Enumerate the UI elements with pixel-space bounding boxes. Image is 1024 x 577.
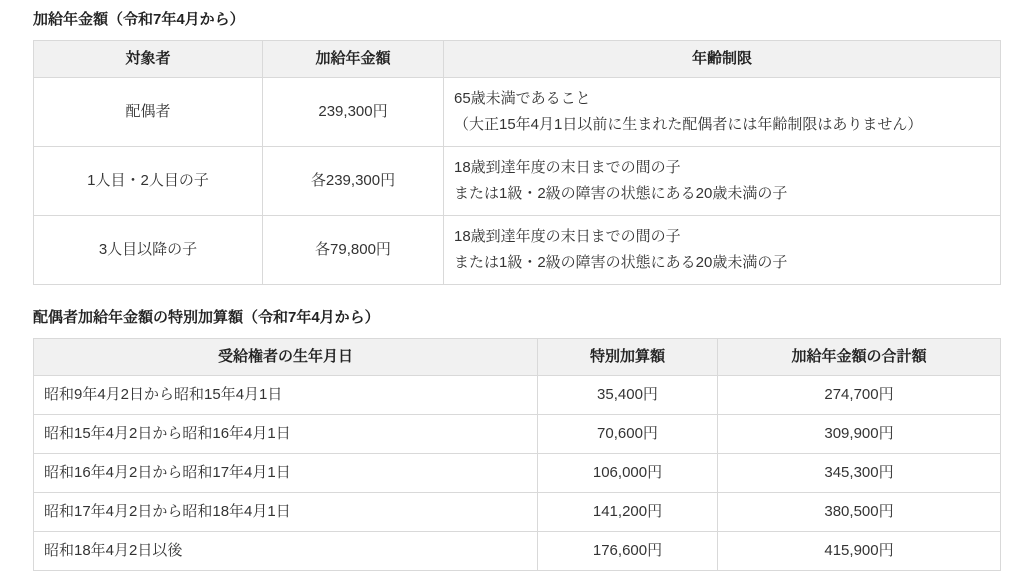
table-row — [34, 147, 1001, 216]
cell-target: 3人目以降の子 — [34, 216, 263, 285]
age-limit-line-2: または1級・2級の障害の状態にある20歳未満の子 — [454, 254, 788, 271]
cell-special-addition: 106,000円 — [538, 454, 718, 493]
cell-special-addition: 176,600円 — [538, 532, 718, 571]
table-row — [34, 454, 1001, 493]
table-row — [34, 493, 1001, 532]
table-row — [34, 376, 1001, 415]
cell-total: 309,900円 — [718, 415, 1001, 454]
column-header-target: 対象者 — [34, 41, 263, 78]
column-header-birthdate: 受給権者の生年月日 — [34, 339, 538, 376]
cell-amount: 各239,300円 — [263, 147, 444, 216]
age-limit-line-1: 18歳到達年度の末日までの間の子 — [454, 159, 681, 176]
cell-total: 274,700円 — [718, 376, 1001, 415]
cell-target: 配偶者 — [34, 78, 263, 147]
special-addition-title: 配偶者加給年金額の特別加算額（令和7年4月から） — [33, 309, 380, 326]
column-header-amount: 加給年金額 — [263, 41, 444, 78]
cell-age-limit — [444, 216, 1001, 285]
table-row — [34, 415, 1001, 454]
age-limit-line-2: または1級・2級の障害の状態にある20歳未満の子 — [454, 185, 788, 202]
cell-age-limit — [444, 78, 1001, 147]
cell-birthdate: 昭和9年4月2日から昭和15年4月1日 — [34, 376, 538, 415]
cell-total: 380,500円 — [718, 493, 1001, 532]
cell-amount: 各79,800円 — [263, 216, 444, 285]
additional-pension-table — [33, 40, 1001, 285]
age-limit-line-1: 18歳到達年度の末日までの間の子 — [454, 228, 681, 245]
table-row — [34, 532, 1001, 571]
cell-special-addition: 35,400円 — [538, 376, 718, 415]
additional-pension-title: 加給年金額（令和7年4月から） — [33, 11, 245, 28]
table-header-row — [34, 41, 1001, 78]
table-row — [34, 216, 1001, 285]
age-limit-line-1: 65歳未満であること — [454, 90, 591, 107]
cell-birthdate: 昭和15年4月2日から昭和16年4月1日 — [34, 415, 538, 454]
table-row — [34, 78, 1001, 147]
cell-birthdate: 昭和18年4月2日以後 — [34, 532, 538, 571]
table-header-row — [34, 339, 1001, 376]
cell-total: 415,900円 — [718, 532, 1001, 571]
cell-age-limit — [444, 147, 1001, 216]
cell-special-addition: 141,200円 — [538, 493, 718, 532]
cell-birthdate: 昭和17年4月2日から昭和18年4月1日 — [34, 493, 538, 532]
special-addition-table — [33, 338, 1001, 571]
age-limit-line-2: （大正15年4月1日以前に生まれた配偶者には年齢制限はありません） — [454, 116, 923, 133]
column-header-special-addition: 特別加算額 — [538, 339, 718, 376]
column-header-total: 加給年金額の合計額 — [718, 339, 1001, 376]
cell-birthdate: 昭和16年4月2日から昭和17年4月1日 — [34, 454, 538, 493]
cell-total: 345,300円 — [718, 454, 1001, 493]
column-header-age-limit: 年齢制限 — [444, 41, 1001, 78]
cell-special-addition: 70,600円 — [538, 415, 718, 454]
cell-target: 1人目・2人目の子 — [34, 147, 263, 216]
cell-amount: 239,300円 — [263, 78, 444, 147]
